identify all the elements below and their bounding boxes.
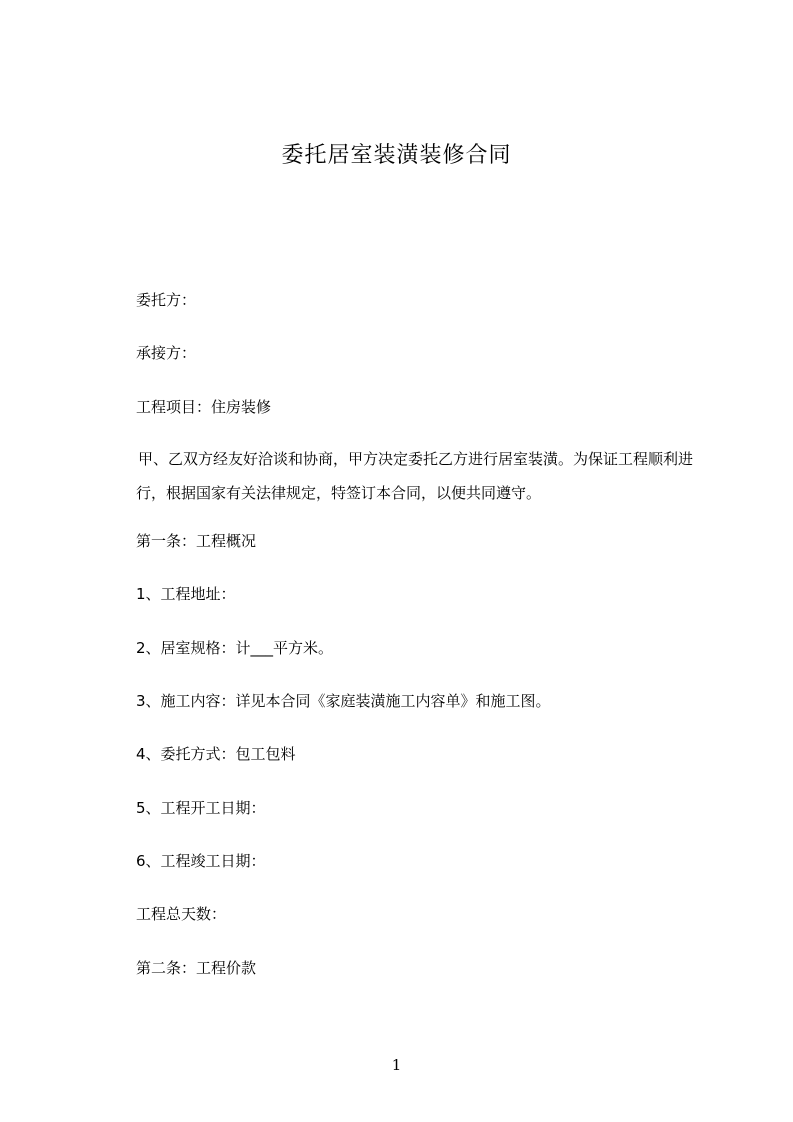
document-title: 委托居室装潢装修合同: [281, 143, 512, 168]
item-end-date: 6、工程竣工日期：: [136, 852, 266, 870]
page-number: 1: [391, 1056, 402, 1074]
contractor-label: 承接方：: [136, 344, 197, 362]
item-content: 3、施工内容：详见本合同《家庭装潢施工内容单》和施工图。: [136, 692, 551, 710]
item-method: 4、委托方式：包工包料: [136, 745, 296, 763]
total-days: 工程总天数：: [136, 905, 227, 923]
article1-heading: 第一条：工程概况: [136, 532, 257, 550]
item-size: 2、居室规格：计___平方米。: [136, 639, 334, 657]
client-label: 委托方：: [136, 291, 197, 309]
item-address: 1、工程地址：: [136, 585, 236, 603]
item-start-date: 5、工程开工日期：: [136, 799, 266, 817]
project-line: 工程项目：住房装修: [136, 398, 272, 416]
article2-heading: 第二条：工程价款: [136, 959, 257, 977]
intro-paragraph: 甲、乙双方经友好洽谈和协商，甲方决定委托乙方进行居室装潢。为保证工程顺利进行，根据国家有关法律规定，特签订本合同，以便共同遵守。: [136, 450, 694, 502]
